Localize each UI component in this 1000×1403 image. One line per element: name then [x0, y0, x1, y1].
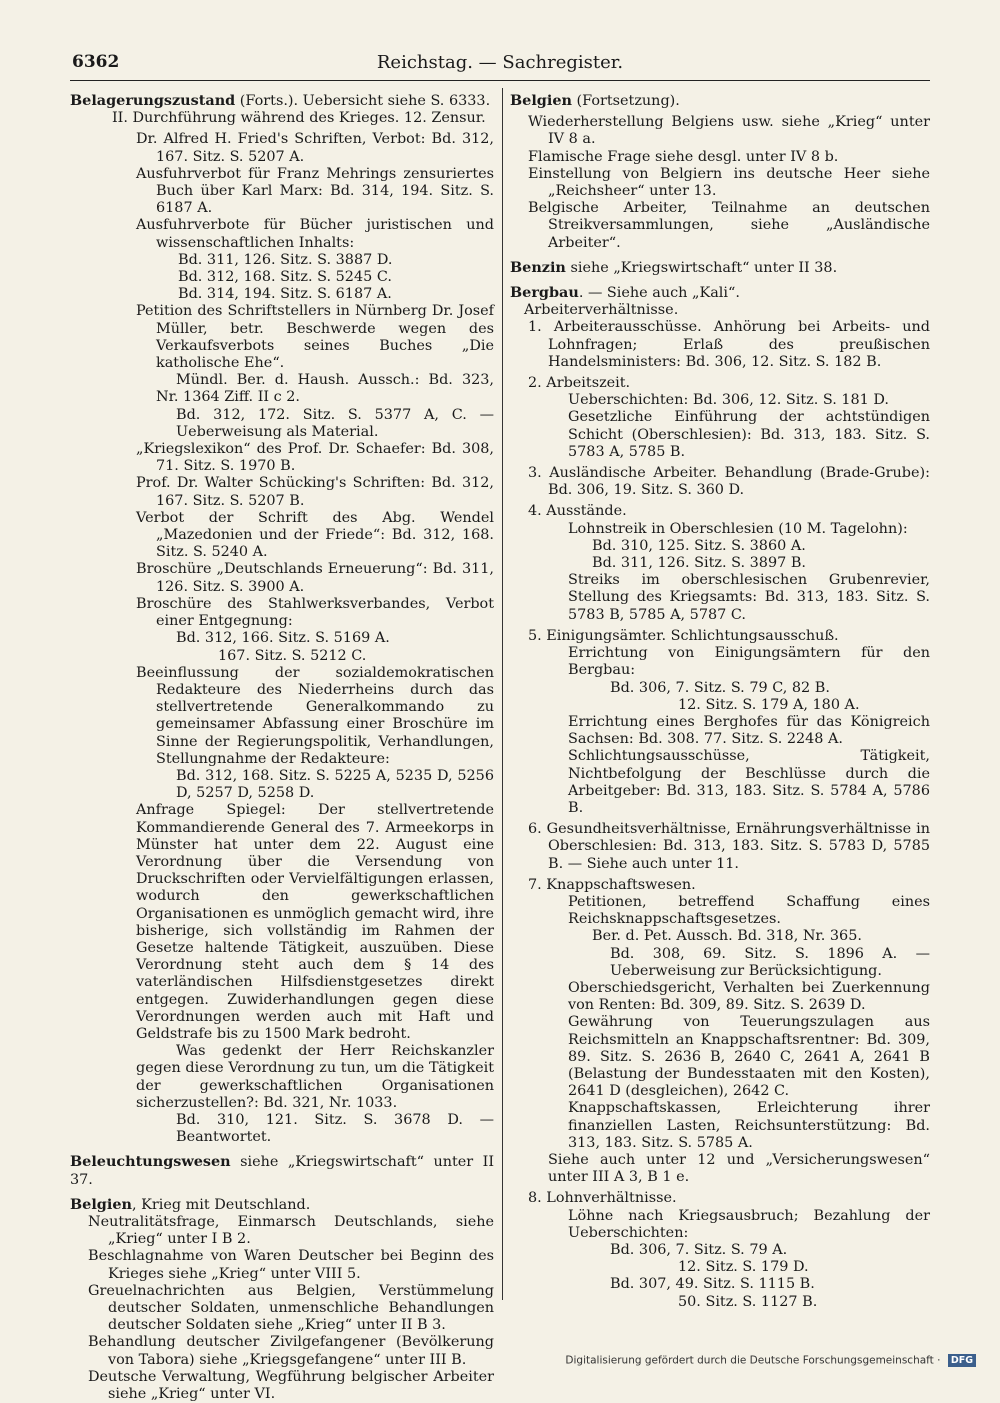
index-entry-heading: Bergbau. — Siehe auch „Kali“. — [510, 284, 740, 302]
index-line-inquiry: Anfrage Spiegel: Der stellvertretende Kommandierende General des 7. Armeekorps in Münster hat unter dem 22. August eine Verordnung über die Versendung von Druckschriften oder Vervielfältigungen erlassen, wodurch den gewerkschaftlichen Organisationen es unmöglich gemacht wird, ihre bisherige, sich vollständig im Rahmen der Gesetze haltende Tätigkeit, auszuüben. Diese Verordnung steht auch dem § 14 des vaterländischen Hilfsdienstgesetzes direkt entgegen. Zuwiderhandlungen gegen diese Verordnungen werden auch mit Haft und Geldstrafe bis zu 1500 Mark bedroht. — [136, 802, 494, 1042]
page-number: 6362 — [72, 52, 120, 72]
index-line: Gewährung von Teuerungszulagen aus Reichsmitteln an Knappschaftsrentner: Bd. 309, 89. Sitz. S. 2636 B, 2640 C, 2641 A, 2641 B (Belastung der Bundesstaaten mit den Kosten), 2641 D (desgleichen), 2642 C. — [568, 1014, 930, 1100]
reference-line: Bd. 307, 49. Sitz. S. 1115 B. — [610, 1276, 815, 1293]
index-line: 2. Arbeitszeit. — [528, 375, 631, 392]
reference-line: 12. Sitz. S. 179 A, 180 A. — [678, 696, 860, 713]
reference-line: 50. Sitz. S. 1127 B. — [678, 1293, 818, 1310]
index-entry-heading: Belgien (Fortsetzung). — [510, 92, 680, 109]
reference-line: 167. Sitz. S. 5212 C. — [218, 647, 367, 664]
reference-line: Bd. 308, 69. Sitz. S. 1896 A. — Ueberweisung zur Berücksichtigung. — [610, 945, 930, 979]
reference-line: Ber. d. Pet. Aussch. Bd. 318, Nr. 365. — [592, 928, 862, 945]
reference-line: Bd. 312, 168. Sitz. S. 5245 C. — [178, 269, 392, 286]
index-line: 7. Knappschaftswesen. — [528, 876, 696, 893]
reference-line: Bd. 312, 172. Sitz. S. 5377 A, C. — Ueberweisung als Material. — [176, 406, 494, 440]
index-line: Oberschiedsgericht, Verhalten bei Zuerkennung von Renten: Bd. 309, 89. Sitz. S. 2639 D. — [568, 979, 930, 1014]
left-column — [70, 92, 494, 1403]
index-line: Beschlagnahme von Waren Deutscher bei Beginn des Krieges siehe „Krieg“ unter VIII 5. — [88, 1248, 494, 1282]
reference-line: Bd. 310, 121. Sitz. S. 3678 D. — Beantwortet. — [176, 1111, 494, 1146]
right-column — [510, 92, 930, 1311]
running-title: Reichstag. — Sachregister. — [376, 52, 624, 73]
index-line: 6. Gesundheitsverhältnisse, Ernährungsverhältnisse in Oberschlesien: Bd. 313, 183. Sitz. S. 5783 D, 5785 B. — Siehe auch unter 11. — [528, 821, 930, 872]
index-line: Errichtung von Einigungsämtern für den Bergbau: — [568, 645, 930, 679]
index-line: Belgische Arbeiter, Teilnahme an deutschen Streikversammlungen, siehe „Ausländische Arbeiter“. — [528, 200, 930, 251]
index-line: Verbot der Schrift des Abg. Wendel „Mazedonien und der Friede“: Bd. 312, 168. Sitz. S. 5240 A. — [136, 509, 494, 561]
index-line: Deutsche Verwaltung, Wegführung belgischer Arbeiter siehe „Krieg“ unter VI. — [88, 1368, 494, 1403]
index-line: Petition des Schriftstellers in Nürnberg Dr. Josef Müller, betr. Beschwerde wegen des Verkaufsverbots seines Buches „Die katholische Ehe“. — [136, 303, 494, 372]
index-line: Dr. Alfred H. Fried's Schriften, Verbot: Bd. 312, 167. Sitz. S. 5207 A. — [136, 131, 494, 165]
index-line: Löhne nach Kriegsausbruch; Bezahlung der Ueberschichten: — [568, 1207, 930, 1241]
index-line: Siehe auch unter 12 und „Versicherungswesen“ unter III A 3, B 1 e. — [548, 1151, 930, 1186]
index-line: Streiks im oberschlesischen Grubenrevier, Stellung des Kriegsamts: Bd. 313, 183. Sitz. S. 5783 B, 5785 A, 5787 C. — [568, 572, 930, 623]
index-line: Errichtung eines Berghofes für das Königreich Sachsen: Bd. 308. 77. Sitz. S. 2248 A. — [568, 713, 930, 748]
entry-keyword: Belgien — [70, 1195, 132, 1213]
index-subheading: Arbeiterverhältnisse. — [524, 302, 679, 319]
entry-keyword: Benzin — [510, 258, 566, 276]
index-line: 5. Einigungsämter. Schlichtungsausschuß. — [528, 627, 839, 644]
index-line: 4. Ausstände. — [528, 503, 627, 520]
index-line: 3. Ausländische Arbeiter. Behandlung (Brade-Grube): Bd. 306, 19. Sitz. S. 360 D. — [528, 465, 930, 499]
index-line: Wiederherstellung Belgiens usw. siehe „Krieg“ unter IV 8 a. — [528, 114, 930, 148]
index-line: Broschüre „Deutschlands Erneuerung“: Bd. 311, 126. Sitz. S. 3900 A. — [136, 561, 494, 595]
index-line: Broschüre des Stahlwerksverbandes, Verbot einer Entgegnung: — [136, 595, 494, 630]
reference-line: Bd. 312, 168. Sitz. S. 5225 A, 5235 D, 5256 D, 5257 D, 5258 D. — [176, 767, 494, 802]
credit-text: Digitalisierung gefördert durch die Deutsche Forschungsgemeinschaft · — [565, 1354, 941, 1367]
dfg-logo: DFG — [948, 1354, 976, 1367]
index-line: Flamische Frage siehe desgl. unter IV 8 b. — [528, 148, 839, 165]
entry-keyword: Beleuchtungswesen — [70, 1153, 231, 1171]
index-line: Petitionen, betreffend Schaffung eines Reichsknappschaftsgesetzes. — [568, 893, 930, 928]
page-header — [70, 50, 930, 81]
reference-line: Bd. 306, 7. Sitz. S. 79 A. — [610, 1242, 788, 1258]
index-line: Schlichtungsausschüsse, Tätigkeit, Nichtbefolgung der Beschlüsse durch die Arbeitgeber: Bd. 313, 183. Sitz. S. 5784 A, 5786 B. — [568, 748, 930, 816]
column-divider — [502, 88, 503, 1300]
digitization-credit — [565, 1354, 976, 1367]
reference-line: Bd. 311, 126. Sitz. S. 3897 B. — [592, 555, 806, 572]
index-line: Behandlung deutscher Zivilgefangener (Bevölkerung von Tabora) siehe „Kriegsgefangene“ unter III B. — [88, 1334, 494, 1368]
index-line: Beeinflussung der sozialdemokratischen Redakteure des Niederrheins durch das stellvertretende Generalkommando zu gemeinsamer Abfassung einer Broschüre im Sinne der Regierungspolitik, Verhandlungen, Stellungnahme der Redakteure: — [136, 664, 494, 767]
reference-line: Bd. 310, 125. Sitz. S. 3860 A. — [592, 537, 806, 554]
reference-line: Bd. 312, 166. Sitz. S. 5169 A. — [176, 630, 390, 647]
index-subheading: II. Durchführung während des Krieges. 12. Zensur. — [112, 110, 486, 127]
index-entry-heading: Benzin siehe „Kriegswirtschaft“ unter II 38. — [510, 258, 838, 276]
index-line: Greuelnachrichten aus Belgien, Verstümmelung deutscher Soldaten, unmenschliche Behandlungen deutscher Soldaten siehe „Krieg“ unter II B 3. — [88, 1282, 494, 1334]
index-entry-heading: Belgien, Krieg mit Deutschland. — [70, 1195, 311, 1213]
reference-line: Bd. 314, 194. Sitz. S. 6187 A. — [178, 286, 392, 303]
index-line: 8. Lohnverhältnisse. — [528, 1190, 677, 1207]
index-line: „Kriegslexikon“ des Prof. Dr. Schaefer: Bd. 308, 71. Sitz. S. 1970 B. — [136, 441, 494, 475]
index-line: Mündl. Ber. d. Haush. Aussch.: Bd. 323, Nr. 1364 Ziff. II c 2. — [156, 372, 494, 406]
index-line: Neutralitätsfrage, Einmarsch Deutschlands, siehe „Krieg“ unter I B 2. — [88, 1214, 494, 1248]
index-line: Was gedenkt der Herr Reichskanzler gegen diese Verordnung zu tun, um die Tätigkeit der gewerkschaftlichen Organisationen sicherzustellen?: Bd. 321, Nr. 1033. — [136, 1043, 494, 1111]
index-line: 1. Arbeiterausschüsse. Anhörung bei Arbeits- und Lohnfragen; Erlaß des preußischen Handelsministers: Bd. 306, 12. Sitz. S. 182 B. — [528, 319, 930, 370]
index-line: Ausfuhrverbot für Franz Mehrings zensuriertes Buch über Karl Marx: Bd. 314, 194. Sitz. S. 6187 A. — [136, 165, 494, 217]
index-line: Gesetzliche Einführung der achtstündigen Schicht (Oberschlesien): Bd. 313, 183. Sitz. S. 5783 A, 5785 B. — [568, 409, 930, 460]
index-line: Einstellung von Belgiern ins deutsche Heer siehe „Reichsheer“ unter 13. — [528, 165, 930, 200]
reference-line: Bd. 306, 7. Sitz. S. 79 C, 82 B. — [610, 679, 830, 696]
reference-line: Bd. 311, 126. Sitz. S. 3887 D. — [178, 251, 393, 268]
index-line: Ausfuhrverbote für Bücher juristischen und wissenschaftlichen Inhalts: — [136, 217, 494, 251]
index-line: Knappschaftskassen, Erleichterung ihrer finanziellen Lasten, Reichsunterstützung: Bd. 313, 183. Sitz. S. 5785 A. — [568, 1100, 930, 1151]
index-line: Prof. Dr. Walter Schücking's Schriften: Bd. 312, 167. Sitz. S. 5207 B. — [136, 475, 494, 509]
entry-keyword: Bergbau — [510, 284, 579, 302]
reference-line: 12. Sitz. S. 179 D. — [678, 1259, 809, 1276]
index-line: Ueberschichten: Bd. 306, 12. Sitz. S. 181 D. — [568, 392, 890, 409]
entry-keyword: Belgien — [510, 92, 572, 109]
entry-keyword: Belagerungszustand — [70, 92, 236, 109]
index-entry-heading: Belagerungszustand (Forts.). Uebersicht siehe S. 6333. — [70, 92, 491, 109]
index-entry-heading: Beleuchtungswesen siehe „Kriegswirtschaft“ unter II 37. — [70, 1153, 494, 1188]
index-line: Lohnstreik in Oberschlesien (10 M. Tagelohn): — [568, 520, 908, 537]
